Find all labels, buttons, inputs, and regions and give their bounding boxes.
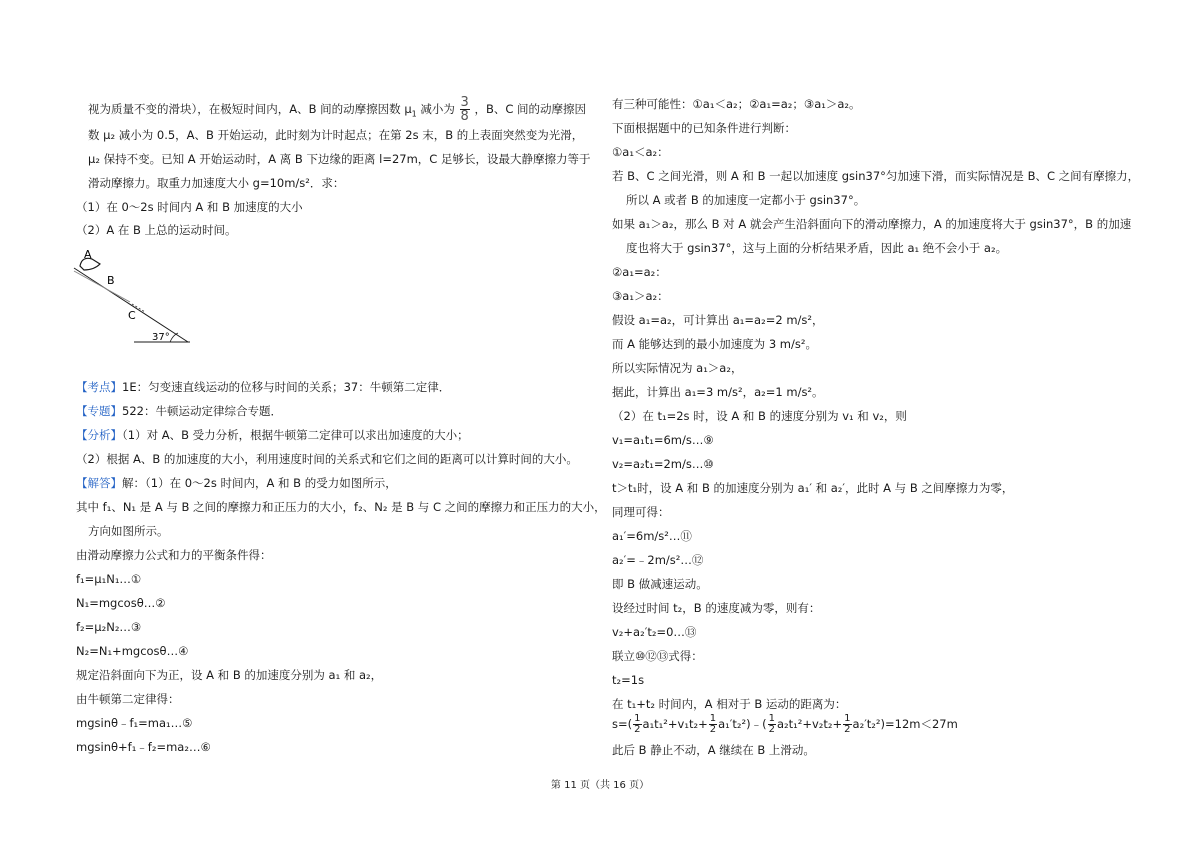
eq-end: )=12m＜27m [880, 717, 958, 731]
zhuanti-line [76, 403, 282, 419]
eq-paren-open: ( [627, 717, 633, 731]
right-line-10: 假设 a₁=a₂，可计算出 a₁=a₂=2 m/s²， [612, 313, 824, 327]
fenxi-text: （1）对 A、B 受力分析，根据牛顿第二定律可以求出加速度的大小； [122, 428, 469, 442]
question-2: （2）A 在 B 上总的运动时间。 [76, 223, 237, 237]
eq-10: v₂=a₂t₁=2m/s…⑩ [612, 457, 714, 471]
intro-text-a: 视为质量不变的滑块），在极短时间内，A、B 间的动摩擦因数 μ [88, 102, 412, 116]
right-line-8: ②a₁=a₂： [612, 265, 667, 279]
right-line-1: 有三种可能性：①a₁＜a₂；②a₁=a₂；③a₁＞a₂。 [612, 97, 861, 111]
kaodian-text: 1E：匀变速直线运动的位移与时间的关系；37：牛顿第二定律． [122, 380, 451, 394]
eq-13: v₂+a₂′t₂=0…⑬ [612, 625, 697, 639]
left-line-18: 由滑动摩擦力公式和力的平衡条件得： [76, 548, 272, 562]
eq-12: a₂′=﹣2m/s²…⑫ [612, 553, 704, 567]
incline-figure [70, 244, 195, 348]
eq-2: N₁=mgcosθ…② [76, 596, 166, 610]
half-frac-1: $\frac{1}{2}$ [634, 713, 641, 735]
eq-s: s= [612, 717, 628, 731]
right-line-13: 据此，计算出 a₁=3 m/s²，a₂=1 m/s²。 [612, 385, 824, 399]
left-line-17: 方向如图所示。 [88, 524, 169, 538]
jieda-text: 解：（1）在 0～2s 时间内，A 和 B 的受力如图所示， [122, 476, 397, 490]
intro-line-3: μ₂ 保持不变。已知 A 开始运动时，A 离 B 下边缘的距离 l=27m，C 足够长，设最大静摩擦力等于 [88, 152, 591, 166]
left-line-24: 由牛顿第二定律得： [76, 692, 180, 706]
right-line-26: 在 t₁+t₂ 时间内，A 相对于 B 运动的距离为： [612, 697, 847, 711]
half-frac-4: $\frac{1}{2}$ [844, 713, 851, 735]
label-c: C [128, 309, 136, 322]
right-line-21: 即 B 做减速运动。 [612, 577, 708, 591]
distance-equation [612, 712, 958, 736]
zhuanti-text: 522：牛顿运动定律综合专题． [122, 404, 282, 418]
right-line-22: 设经过时间 t₂，B 的速度减为零，则有： [612, 601, 821, 615]
left-line-23: 规定沿斜面向下为正，设 A 和 B 的加速度分别为 a₁ 和 a₂， [76, 668, 383, 682]
eq-1: f₁=μ₁N₁…① [76, 572, 142, 586]
eq-5: mgsinθ﹣f₁=ma₁…⑤ [76, 716, 193, 730]
fenxi-line [76, 427, 469, 443]
question-1: （1）在 0～2s 时间内 A 和 B 加速度的大小 [76, 200, 303, 214]
right-line-5: 所以 A 或者 B 的加速度一定都小于 gsin37°。 [626, 193, 866, 207]
kaodian-tag: 【考点】 [76, 380, 122, 394]
eq-4: N₂=N₁+mgcosθ…④ [76, 644, 189, 658]
fenxi-line-2: （2）根据 A、B 的加速度的大小，利用速度时间的关系式和它们之间的距离可以计算时间的大小。 [76, 452, 578, 466]
jieda-tag: 【解答】 [76, 476, 122, 490]
eq-9: v₁=a₁t₁=6m/s…⑨ [612, 433, 714, 447]
right-line-17: t＞t₁时，设 A 和 B 的加速度分别为 a₁′ 和 a₂′，此时 A 与 B 之间摩擦力为零， [612, 481, 1014, 495]
intro-text-c: ，B、C 间的动摩擦因 [474, 102, 587, 116]
intro-line-2: 数 μ₂ 减小为 0.5，A、B 开始运动，此时刻为计时起点；在第 2s 末，B 的上表面突然变为光滑， [88, 128, 584, 142]
eq-3: f₂=μ₂N₂…③ [76, 620, 142, 634]
page-footer: 第 11 页（共 16 页） [550, 780, 650, 791]
incline-surface [74, 268, 188, 342]
label-b: B [107, 274, 115, 287]
half-frac-3: $\frac{1}{2}$ [768, 713, 775, 735]
right-line-25: t₂=1s [612, 673, 645, 687]
right-line-18: 同理可得： [612, 505, 670, 519]
right-line-28: 此后 B 静止不动，A 继续在 B 上滑动。 [612, 743, 815, 757]
eq-mid: )﹣( [746, 717, 767, 731]
jieda-line [76, 475, 397, 491]
right-line-14: （2）在 t₁=2s 时，设 A 和 B 的速度分别为 v₁ 和 v₂，则 [612, 409, 907, 423]
eq-6: mgsinθ+f₁﹣f₂=ma₂…⑥ [76, 740, 211, 754]
eq-11: a₁′=6m/s²…⑪ [612, 529, 692, 543]
half-frac-2: $\frac{1}{2}$ [709, 713, 717, 735]
right-line-4: 若 B、C 之间光滑，则 A 和 B 一起以加速度 gsin37°匀加速下滑，而实际情况是 B、C 之间有摩擦力， [612, 169, 1140, 183]
intro-line-1: 视为质量不变的滑块），在极短时间内，A、B 间的动摩擦因数 $\mu_1$ 减小为 $\frac{3}{8}$ ，B、C 间的动摩擦因 [88, 95, 587, 124]
eq-term-3: a₂t₁²+v₂t₂+ [776, 717, 843, 731]
kaodian-line [76, 379, 450, 395]
label-angle: 37° [152, 332, 170, 343]
right-line-6: 如果 a₁＞a₂，那么 B 对 A 就会产生沿斜面向下的滑动摩擦力，A 的加速度将大于 gsin37°，B 的加速 [612, 217, 1132, 231]
eq-term-4: a₂′t₂² [852, 717, 881, 731]
right-line-7: 度也将大于 gsin37°，这与上面的分析结果矛盾，因此 a₁ 绝不会小于 a₂。 [626, 241, 1008, 255]
right-line-24: 联立⑩⑫⑬式得： [612, 649, 703, 663]
label-a: A [84, 248, 92, 261]
fenxi-tag: 【分析】 [76, 428, 122, 442]
eq-term-1: a₁t₁²+v₁t₂+ [642, 717, 708, 731]
eq-term-2: a₁′t₂² [718, 717, 747, 731]
intro-line-4: 滑动摩擦力。取重力加速度大小 g=10m/s²．求： [88, 176, 345, 190]
fraction-3-8: $\frac{3}{8}$ [460, 95, 469, 124]
intro-text-b: 减小为 [416, 102, 455, 116]
right-line-9: ③a₁＞a₂： [612, 289, 669, 303]
block-b-lower-edge [74, 271, 130, 302]
right-line-12: 所以实际情况为 a₁＞a₂， [612, 361, 743, 375]
right-line-11: 而 A 能够达到的最小加速度为 3 m/s²。 [612, 337, 817, 351]
right-line-2: 下面根据题中的已知条件进行判断： [612, 121, 796, 135]
right-line-3: ①a₁＜a₂： [612, 145, 669, 159]
zhuanti-tag: 【专题】 [76, 404, 122, 418]
left-line-16: 其中 f₁、N₁ 是 A 与 B 之间的摩擦力和正压力的大小，f₂、N₂ 是 B 与 C 之间的摩擦力和正压力的大小， [76, 500, 606, 514]
